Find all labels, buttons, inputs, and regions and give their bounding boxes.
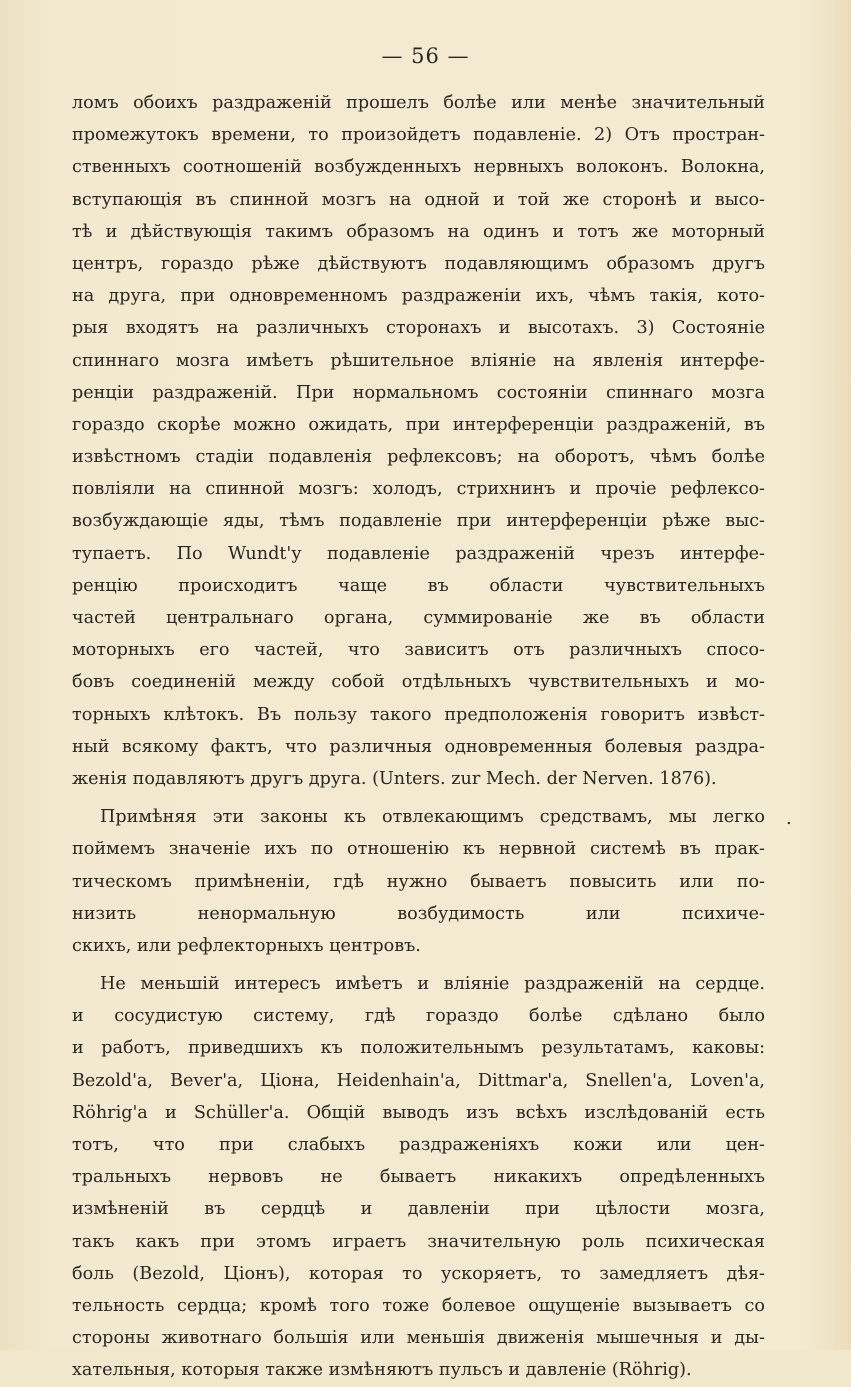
text-line: спиннаго мозга имѣетъ рѣшительное вліяніе на явленія интерфе- <box>72 350 765 371</box>
paragraph-start-line: Не меньшій интересъ имѣетъ и вліяніе раздраженій на сердце. <box>100 974 765 995</box>
text-line: тотъ, что при слабыхъ раздраженіяхъ кожи или цен- <box>72 1135 765 1155</box>
text-line: хательныя, которыя также измѣняютъ пульсъ и давленіе (Röhrig). <box>72 1360 692 1381</box>
text-line: тральныхъ нервовъ не бываетъ никакихъ опредѣленныхъ <box>72 1167 765 1188</box>
text-line: боль (Bezold, Ціонъ), которая то ускоряетъ, то замедляетъ дѣя- <box>72 1263 765 1284</box>
text-line: ственныхъ соотношеній возбужденныхъ нервныхъ волоконъ. Волокна, <box>72 157 765 178</box>
text-line: ный всякому фактъ, что различныя одновременныя болевыя раздра- <box>72 736 765 757</box>
text-line: тупаетъ. По Wundt'у подавленіе раздраженій чрезъ интерфе- <box>72 543 765 564</box>
body-text <box>72 87 765 1387</box>
text-line: извѣстномъ стадіи подавленія рефлексовъ; на оборотъ, чѣмъ болѣе <box>72 447 765 468</box>
text-line: центръ, гораздо рѣже дѣйствуютъ подавляющимъ образомъ другъ <box>72 253 765 274</box>
text-line: поймемъ значеніе ихъ по отношенію къ нервной системѣ въ прак- <box>72 839 765 860</box>
text-line: частей центральнаго органа, суммированіе же въ области <box>72 608 765 628</box>
text-line: гораздо скорѣе можно ожидать, при интерференціи раздраженій, въ <box>72 414 765 435</box>
text-line: Röhrig'a и Schüller'a. Общій выводъ изъ всѣхъ изслѣдованій есть <box>72 1102 765 1123</box>
text-line: тѣ и дѣйствующія такимъ образомъ на одинъ и тотъ же моторный <box>72 221 765 242</box>
text-line: измѣненій въ сердцѣ и давленіи при цѣлости мозга, <box>72 1199 765 1220</box>
text-line: ломъ обоихъ раздраженій прошелъ болѣе или менѣе значительный <box>72 93 765 113</box>
text-line: рыя входятъ на различныхъ сторонахъ и высотахъ. 3) Состояніе <box>72 318 765 339</box>
text-line: повліяли на спинной мозгъ: холодъ, стрихнинъ и прочіе рефлексо- <box>72 479 765 500</box>
text-line: вступающія въ спинной мозгъ на одной и той же сторонѣ и высо- <box>72 189 765 210</box>
text-line: промежутокъ времени, то произойдетъ подавленіе. 2) Отъ простран- <box>72 125 765 146</box>
text-line: такъ какъ при этомъ играетъ значительную роль психическая <box>72 1231 765 1252</box>
text-line: женія подавляютъ другъ друга. (Unters. zur Mech. der Nerven. 1876). <box>72 768 717 789</box>
text-line: бовъ соединеній между собой отдѣльныхъ чувствительныхъ и мо- <box>72 672 765 693</box>
page-number: — 56 — <box>381 44 470 68</box>
margin-mark: . <box>786 808 792 829</box>
text-line: моторныхъ его частей, что зависитъ отъ различныхъ спосо- <box>72 640 765 661</box>
text-line: низить ненормальную возбудимость или психиче- <box>72 903 765 924</box>
text-line: ренцію происходитъ чаще въ области чувствительныхъ <box>72 575 765 596</box>
text-line: скихъ, или рефлекторныхъ центровъ. <box>72 935 421 956</box>
text-line: тельность сердца; кромѣ того тоже болевое ощущеніе вызываетъ со <box>72 1295 765 1316</box>
text-line: тическомъ примѣненіи, гдѣ нужно бываетъ повысить или по- <box>72 871 765 892</box>
text-line: возбуждающіе яды, тѣмъ подавленіе при интерференціи рѣже выс- <box>72 511 765 532</box>
text-line: на друга, при одновременномъ раздраженіи ихъ, чѣмъ такія, кото- <box>72 286 765 307</box>
text-line: стороны животнаго большія или меньшія движенія мышечныя и ды- <box>72 1328 765 1349</box>
text-line: торныхъ клѣтокъ. Въ пользу такого предположенія говоритъ извѣст- <box>72 704 765 725</box>
text-line: Bezold'a, Bever'a, Ціона, Heidenhain'a, Dittmar'a, Snellen'a, Loven'a, <box>72 1070 765 1091</box>
text-line: ренціи раздраженій. При нормальномъ состояніи спиннаго мозга <box>72 382 765 403</box>
text-line: и сосудистую систему, гдѣ гораздо болѣе сдѣлано было <box>72 1006 765 1027</box>
paragraph-start-line: Примѣняя эти законы къ отвлекающимъ средствамъ, мы легко <box>100 807 765 828</box>
text-line: и работъ, приведшихъ къ положительнымъ результатамъ, каковы: <box>72 1038 765 1059</box>
